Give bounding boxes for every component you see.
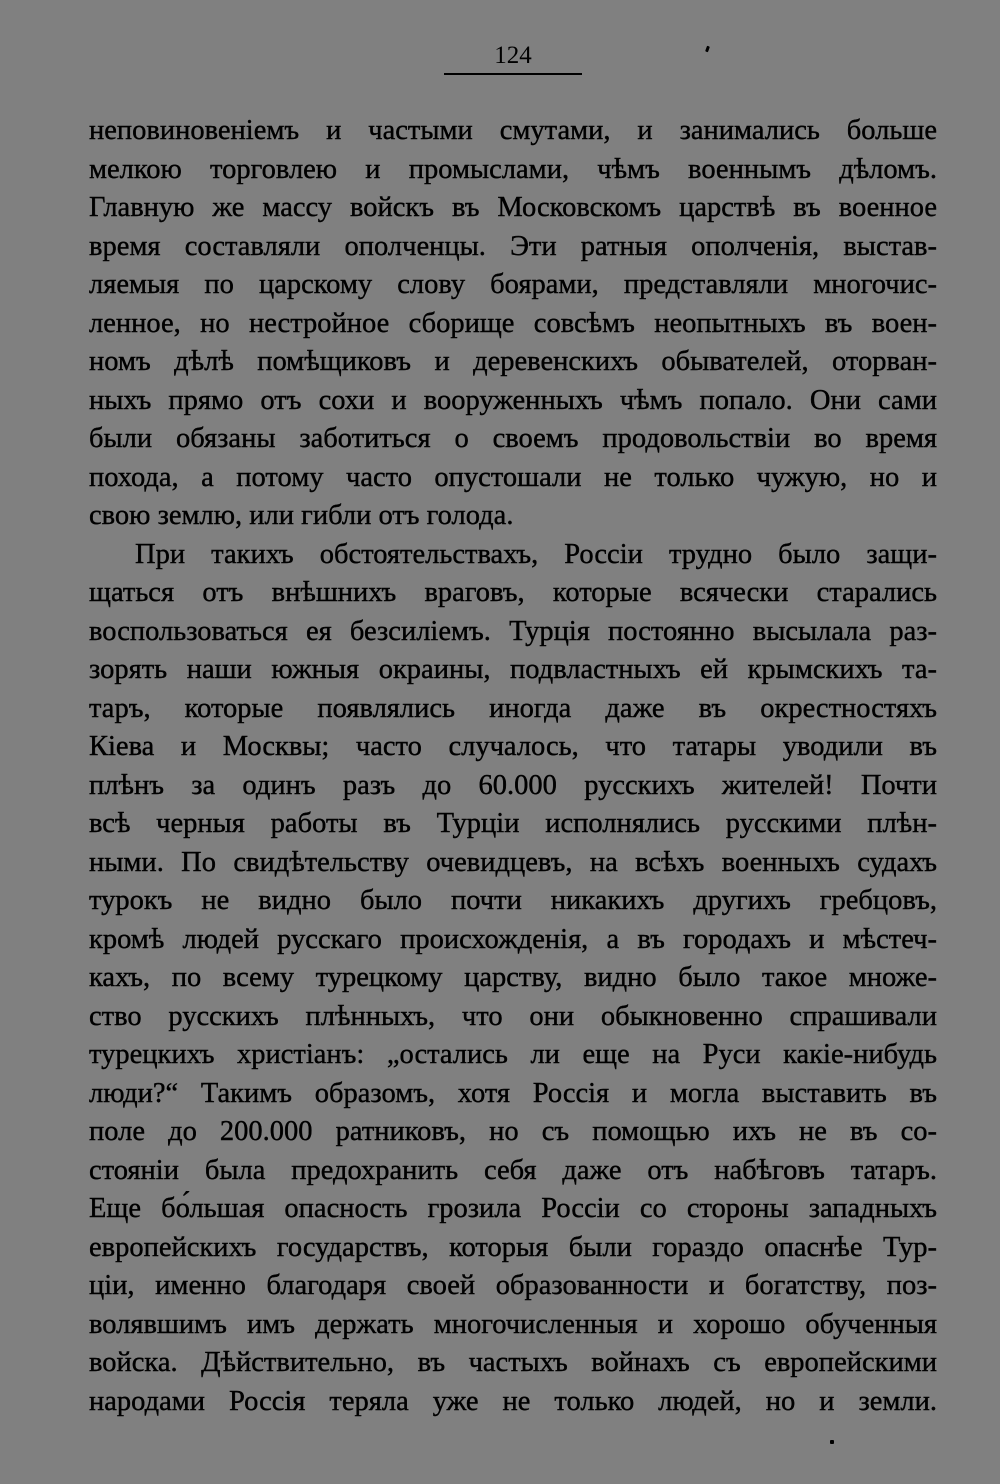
- body-text: [89, 112, 937, 1421]
- text-line: люди?“ Такимъ образомъ, хотя Россія и могла выставить въ: [89, 1077, 937, 1109]
- text-line: кахъ, по всему турецкому царству, видно было такое множе-: [89, 962, 937, 993]
- text-line: Кіева и Москвы; часто случалось, что татары уводили въ: [89, 731, 937, 762]
- text-line: ныхъ прямо отъ сохи и вооруженныхъ чѣмъ попало. Они сами: [89, 384, 937, 416]
- text-line: турецкихъ христіанъ: „остались ли еще на Руси какіе-нибудь: [89, 1039, 937, 1070]
- text-line: таръ, которые появлялись иногда даже въ окрестностяхъ: [89, 692, 937, 724]
- text-line: народами Россія теряла уже не только людей, но и земли.: [89, 1385, 937, 1417]
- text-line: время составляли ополченцы. Эти ратныя ополченія, выстав-: [89, 230, 937, 262]
- text-line: ленное, но нестройное сборище совсѣмъ неопытныхъ въ воен-: [89, 307, 937, 339]
- text-line: номъ дѣлѣ помѣщиковъ и деревенскихъ обывателей, оторван-: [89, 346, 937, 377]
- page-number-rule: [444, 73, 582, 75]
- text-line: свою землю, или гибли отъ голода.: [89, 500, 514, 531]
- text-line: При такихъ обстоятельствахъ, Россіи трудно было защи-: [135, 538, 937, 570]
- text-line: европейскихъ государствъ, которыя были гораздо опаснѣе Тур-: [89, 1231, 937, 1263]
- text-line: стояніи была предохранить себя даже отъ набѣговъ татаръ.: [89, 1154, 937, 1186]
- text-line: мелкою торговлею и промыслами, чѣмъ военнымъ дѣломъ.: [89, 153, 937, 185]
- text-line: ство русскихъ плѣнныхъ, что они обыкновенно спрашивали: [89, 1000, 937, 1032]
- text-line: воспользоваться ея безсиліемъ. Турція постоянно высылала раз-: [89, 615, 937, 647]
- text-line: турокъ не видно было почти никакихъ другихъ гребцовъ,: [89, 885, 937, 916]
- text-line: всѣ черныя работы въ Турціи исполнялись русскими плѣн-: [89, 808, 937, 839]
- text-line: плѣнъ за одинъ разъ до 60.000 русскихъ жителей! Почти: [89, 769, 937, 801]
- text-line: Еще бо́льшая опасность грозила Россіи со стороны западныхъ: [89, 1193, 937, 1224]
- text-line: щаться отъ внѣшнихъ враговъ, которые всячески старались: [89, 577, 937, 608]
- text-line: неповиновеніемъ и частыми смутами, и занимались больше: [89, 115, 937, 146]
- text-line: ціи, именно благодаря своей образованности и богатству, поз-: [89, 1270, 937, 1301]
- text-line: войска. Дѣйствительно, въ частыхъ войнахъ съ европейскими: [89, 1347, 937, 1378]
- text-line: Главную же массу войскъ въ Московскомъ царствѣ въ военное: [89, 192, 937, 223]
- page-number: 124: [494, 42, 532, 69]
- print-speck: [705, 46, 710, 53]
- text-line: похода, а потому часто опустошали не только чужую, но и: [89, 461, 937, 493]
- text-line: ляемыя по царскому слову боярами, представляли многочис-: [89, 269, 937, 300]
- text-line: поле до 200.000 ратниковъ, но съ помощью ихъ не въ со-: [89, 1116, 937, 1147]
- text-line: зорять наши южныя окраины, подвластныхъ ей крымскихъ та-: [89, 654, 937, 685]
- text-line: кромѣ людей русскаго происхожденія, а въ городахъ и мѣстеч-: [89, 923, 937, 955]
- print-speck: [830, 1440, 834, 1444]
- text-line: были обязаны заботиться о своемъ продовольствіи во время: [89, 423, 937, 454]
- text-line: ными. По свидѣтельству очевидцевъ, на всѣхъ военныхъ судахъ: [89, 846, 937, 878]
- text-line: волявшимъ имъ держать многочисленныя и хорошо обученныя: [89, 1308, 937, 1340]
